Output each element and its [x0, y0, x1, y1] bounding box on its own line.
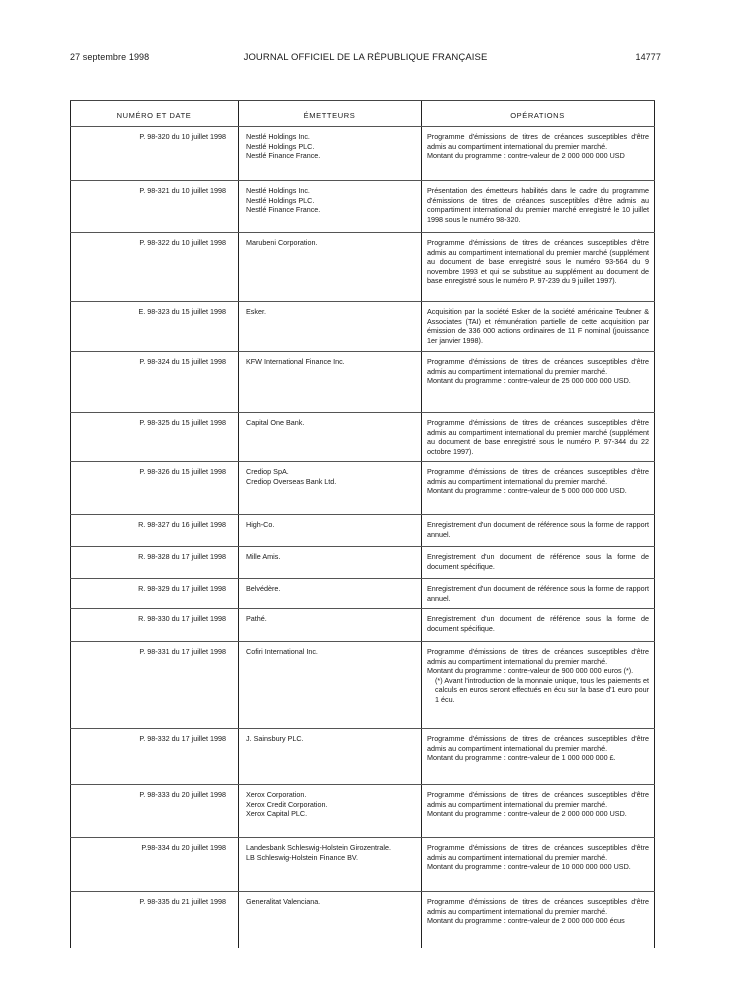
operation-description [427, 132, 649, 161]
issuer-name: LB Schleswig-Holstein Finance BV. [246, 852, 358, 862]
operation-text: Programme d'émissions de titres de créances susceptibles d'être admis au compartiment international du premier marché. [427, 132, 649, 151]
operation-text: Montant du programme : contre-valeur de 2 000 000 000 USD. [427, 809, 627, 819]
registration-number: P. 98-333 du 20 juillet 1998 [139, 790, 226, 799]
registration-number: P. 98-332 du 17 juillet 1998 [139, 734, 226, 743]
column-divider-2 [421, 100, 422, 948]
operation-text: Montant du programme : contre-valeur de 1 000 000 000 £. [427, 753, 616, 763]
operation-text: Montant du programme : contre-valeur de 900 000 000 euros (*). [427, 666, 634, 676]
issuers-list [246, 357, 416, 367]
issuers-list [246, 790, 416, 819]
operation-text: Montant du programme : contre-valeur de 2 000 000 000 USD [427, 151, 625, 161]
issuers-list [246, 520, 416, 530]
operation-text: Enregistrement d'un document de référence sous la forme de rapport annuel. [427, 520, 649, 539]
operation-description [427, 467, 649, 496]
issuer-name: Nestlé Holdings Inc. [246, 132, 310, 141]
issuer-name: J. Sainsbury PLC. [246, 734, 304, 743]
operation-text: Programme d'émissions de titres de créances susceptibles d'être admis au compartiment international du premier marché. [427, 357, 649, 376]
row-separator [70, 461, 655, 462]
column-header-emetteurs: ÉMETTEURS [303, 111, 356, 120]
issuer-name: Nestlé Holdings Inc. [246, 186, 310, 195]
issuers-list [246, 584, 416, 594]
registration-number: R. 98-329 du 17 juillet 1998 [138, 584, 226, 593]
registration-number: P. 98-320 du 10 juillet 1998 [139, 132, 226, 141]
operation-text: Montant du programme : contre-valeur de 2 000 000 000 écus [427, 916, 625, 926]
registration-number: R. 98-330 du 17 juillet 1998 [138, 614, 226, 623]
issuers-list [246, 467, 416, 486]
operation-text: Programme d'émissions de titres de créances susceptibles d'être admis au compartiment international du premier marché. [427, 790, 649, 809]
issuers-list [246, 734, 416, 744]
registration-number: P. 98-326 du 15 juillet 1998 [139, 467, 226, 476]
row-separator [70, 578, 655, 579]
row-separator [70, 412, 655, 413]
page-date: 27 septembre 1998 [70, 52, 150, 62]
issuers-list [246, 418, 416, 428]
operation-text: Programme d'émissions de titres de créances susceptibles d'être admis au compartiment international du premier marché. [427, 897, 649, 916]
column-header-operations: OPÉRATIONS [510, 111, 565, 120]
operation-text: Programme d'émissions de titres de créances susceptibles d'être admis au compartiment international du premier marché. [427, 647, 649, 666]
issuer-name: Landesbank Schleswig-Holstein Girozentrale. [246, 843, 392, 852]
issuer-name: Crediop SpA. [246, 467, 289, 476]
operation-description [427, 790, 649, 819]
issuers-list [246, 132, 416, 161]
row-separator [70, 641, 655, 642]
row-separator [70, 546, 655, 547]
issuer-name: KFW International Finance Inc. [246, 357, 345, 366]
issuer-name: Crediop Overseas Bank Ltd. [246, 476, 337, 486]
issuer-name: Xerox Capital PLC. [246, 809, 308, 819]
registration-number: P. 98-325 du 15 juillet 1998 [139, 418, 226, 427]
operation-description [427, 584, 649, 603]
issuer-name: Nestlé Finance France. [246, 205, 321, 215]
table-border-left [70, 100, 71, 948]
row-separator [70, 301, 655, 302]
issuer-name: Esker. [246, 307, 266, 316]
table-border-right [654, 100, 655, 948]
row-separator [70, 180, 655, 181]
registration-number: E. 98-323 du 15 juillet 1998 [138, 307, 226, 316]
issuers-list [246, 238, 416, 248]
column-divider-1 [238, 100, 239, 948]
registration-number: P. 98-321 du 10 juillet 1998 [139, 186, 226, 195]
operation-description [427, 614, 649, 633]
operation-text: Programme d'émissions de titres de créances susceptibles d'être admis au compartiment international du premier marché. [427, 734, 649, 753]
row-separator [70, 891, 655, 892]
issuer-name: Nestlé Finance France. [246, 151, 321, 161]
operation-text: Montant du programme : contre-valeur de 5 000 000 000 USD. [427, 486, 627, 496]
row-separator [70, 728, 655, 729]
issuer-name: Marubeni Corporation. [246, 238, 318, 247]
operation-description [427, 307, 649, 345]
registration-number: R. 98-328 du 17 juillet 1998 [138, 552, 226, 561]
issuers-list [246, 307, 416, 317]
operation-text: Programme d'émissions de titres de créances susceptibles d'être admis au compartiment international du premier marché (supplément au document de base enregistré sous le numéro P. 97-344 du 22 octobre 1997). [427, 418, 649, 456]
row-separator [70, 514, 655, 515]
row-separator [70, 837, 655, 838]
operation-text: Acquisition par la société Esker de la société américaine Teubner & Associates (TAI) et rémunération partielle de cette acquisition par émission de 336 000 actions ordinaires de 11 F nominal (jouissance 1er janvier 1998). [427, 307, 649, 345]
operation-text: Enregistrement d'un document de référence sous la forme de document spécifique. [427, 614, 649, 633]
issuer-name: Capital One Bank. [246, 418, 305, 427]
issuer-name: Cofiri International Inc. [246, 647, 318, 656]
issuer-name: Generalitat Valenciana. [246, 897, 321, 906]
operation-description [427, 418, 649, 456]
operation-description [427, 647, 649, 705]
issuer-name: Nestlé Holdings PLC. [246, 141, 315, 151]
row-separator [70, 126, 655, 127]
issuers-list [246, 552, 416, 562]
operation-description [427, 357, 649, 386]
registration-number: P. 98-331 du 17 juillet 1998 [139, 647, 226, 656]
column-header-numero: NUMÉRO ET DATE [116, 111, 192, 120]
issuer-name: High-Co. [246, 520, 275, 529]
operation-description [427, 734, 649, 763]
operation-text: Présentation des émetteurs habilités dans le cadre du programme d'émissions de titres de créances susceptibles d'être admis au compartiment international du premier marché enregistré le 10 juillet 1998 sous le numéro 98-320. [427, 186, 649, 224]
issuer-name: Mille Amis. [246, 552, 281, 561]
table-top-border [70, 100, 655, 101]
operation-description [427, 186, 649, 224]
issuers-list [246, 897, 416, 907]
issuer-name: Belvédère. [246, 584, 281, 593]
operation-text: Montant du programme : contre-valeur de 10 000 000 000 USD. [427, 862, 631, 872]
issuer-name: Xerox Corporation. [246, 790, 307, 799]
issuer-name: Pathé. [246, 614, 267, 623]
issuers-list [246, 843, 416, 862]
row-separator [70, 232, 655, 233]
issuers-list [246, 614, 416, 624]
operation-text: Montant du programme : contre-valeur de 25 000 000 000 USD. [427, 376, 631, 386]
operation-text: Enregistrement d'un document de référence sous la forme de document spécifique. [427, 552, 649, 571]
operation-text: Programme d'émissions de titres de créances susceptibles d'être admis au compartiment international du premier marché. [427, 467, 649, 486]
registration-number: R. 98-327 du 16 juillet 1998 [138, 520, 226, 529]
operation-text: Programme d'émissions de titres de créances susceptibles d'être admis au compartiment international du premier marché. [427, 843, 649, 862]
issuer-name: Xerox Credit Corporation. [246, 799, 328, 809]
issuers-list [246, 647, 416, 657]
operation-description [427, 552, 649, 571]
journal-title: JOURNAL OFFICIEL DE LA RÉPUBLIQUE FRANÇAISE [243, 52, 488, 63]
registration-number: P. 98-324 du 15 juillet 1998 [139, 357, 226, 366]
operation-text: Enregistrement d'un document de référence sous la forme de rapport annuel. [427, 584, 649, 603]
issuers-list [246, 186, 416, 215]
operation-description [427, 843, 649, 872]
operation-description [427, 520, 649, 539]
operation-description [427, 897, 649, 926]
issuer-name: Nestlé Holdings PLC. [246, 195, 315, 205]
operation-description [427, 238, 649, 286]
row-separator [70, 351, 655, 352]
page-number: 14777 [635, 52, 661, 62]
registration-number: P. 98-335 du 21 juillet 1998 [139, 897, 226, 906]
registrations-table [70, 100, 655, 948]
registration-number: P. 98-322 du 10 juillet 1998 [139, 238, 226, 247]
row-separator [70, 784, 655, 785]
operation-text: Programme d'émissions de titres de créances susceptibles d'être admis au compartiment international du premier marché (supplément au document de base enregistré sous le numéro 93-564 du 9 novembre 1993 et qui se substitue au supplément au document de base enregistré sous le numéro P. 97-239 du 9 juillet 1997). [427, 238, 649, 286]
row-separator [70, 608, 655, 609]
registration-number: P.98-334 du 20 juillet 1998 [141, 843, 226, 852]
operation-text: (*) Avant l'introduction de la monnaie unique, tous les paiements et calculs en euros seront effectués en écu sur la base d'1 euro pour 1 écu. [435, 675, 649, 704]
